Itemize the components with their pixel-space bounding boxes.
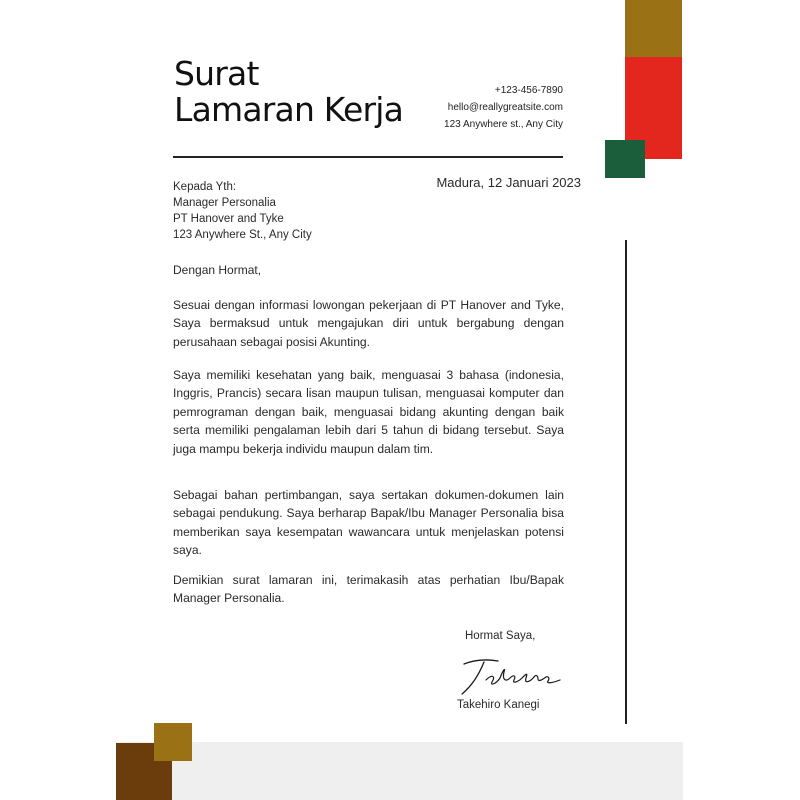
signature-drawing	[456, 650, 566, 700]
signer-name: Takehiro Kanegi	[457, 699, 540, 711]
contact-phone: +123-456-7890	[494, 85, 563, 96]
recipient-salutation: Kepada Yth:	[173, 181, 237, 193]
contact-address: 123 Anywhere st., Any City	[444, 119, 563, 130]
body-paragraph-2: Saya memiliki kesehatan yang baik, menguasai 3 bahasa (indonesia, Inggris, Prancis) secara lisan maupun tulisan, menguasai komputer dan pemrograman dengan baik, menguasai bidang akunting dengan baik serta memiliki pengalaman lebih dari 5 tahun di bidang tersebut. Saya juga mampu bekerja individu maupun dalam tim.	[173, 368, 564, 456]
header-divider	[173, 156, 563, 158]
title-line-2: Lamaran Kerja	[174, 90, 404, 129]
decor-square-tan	[625, 0, 682, 57]
recipient-block	[173, 179, 312, 243]
contact-email: hello@reallygreatsite.com	[447, 102, 563, 113]
decor-square-tan-small	[154, 723, 192, 761]
recipient-address: 123 Anywhere St., Any City	[173, 229, 312, 241]
vertical-divider	[625, 240, 627, 724]
title-line-1: Surat	[174, 54, 259, 93]
contact-info	[444, 82, 563, 133]
letter-date: Madura, 12 Januari 2023	[436, 175, 581, 190]
recipient-company: PT Hanover and Tyke	[173, 213, 284, 225]
signature	[456, 650, 566, 700]
letter-title	[174, 56, 403, 128]
closing-phrase: Hormat Saya,	[465, 630, 536, 642]
bottom-band	[116, 742, 683, 800]
recipient-position: Manager Personalia	[173, 197, 276, 209]
body-paragraph-4: Demikian surat lamaran ini, terimakasih atas perhatian Ibu/Bapak Manager Personalia.	[173, 573, 564, 606]
body-paragraph-3: Sebagai bahan pertimbangan, saya sertakan dokumen-dokumen lain sebagai pendukung. Saya berharap Bapak/Ibu Manager Personalia bisa memberikan saya kesempatan wawancara untuk menjelaskan potensi saya.	[173, 488, 564, 558]
body-paragraph-1: Sesuai dengan informasi lowongan pekerjaan di PT Hanover and Tyke, Saya bermaksud untuk mengajukan diri untuk bergabung dengan perusahaan sebagai posisi Akunting.	[173, 298, 564, 349]
greeting: Dengan Hormat,	[173, 263, 262, 277]
decor-square-green	[605, 140, 645, 178]
